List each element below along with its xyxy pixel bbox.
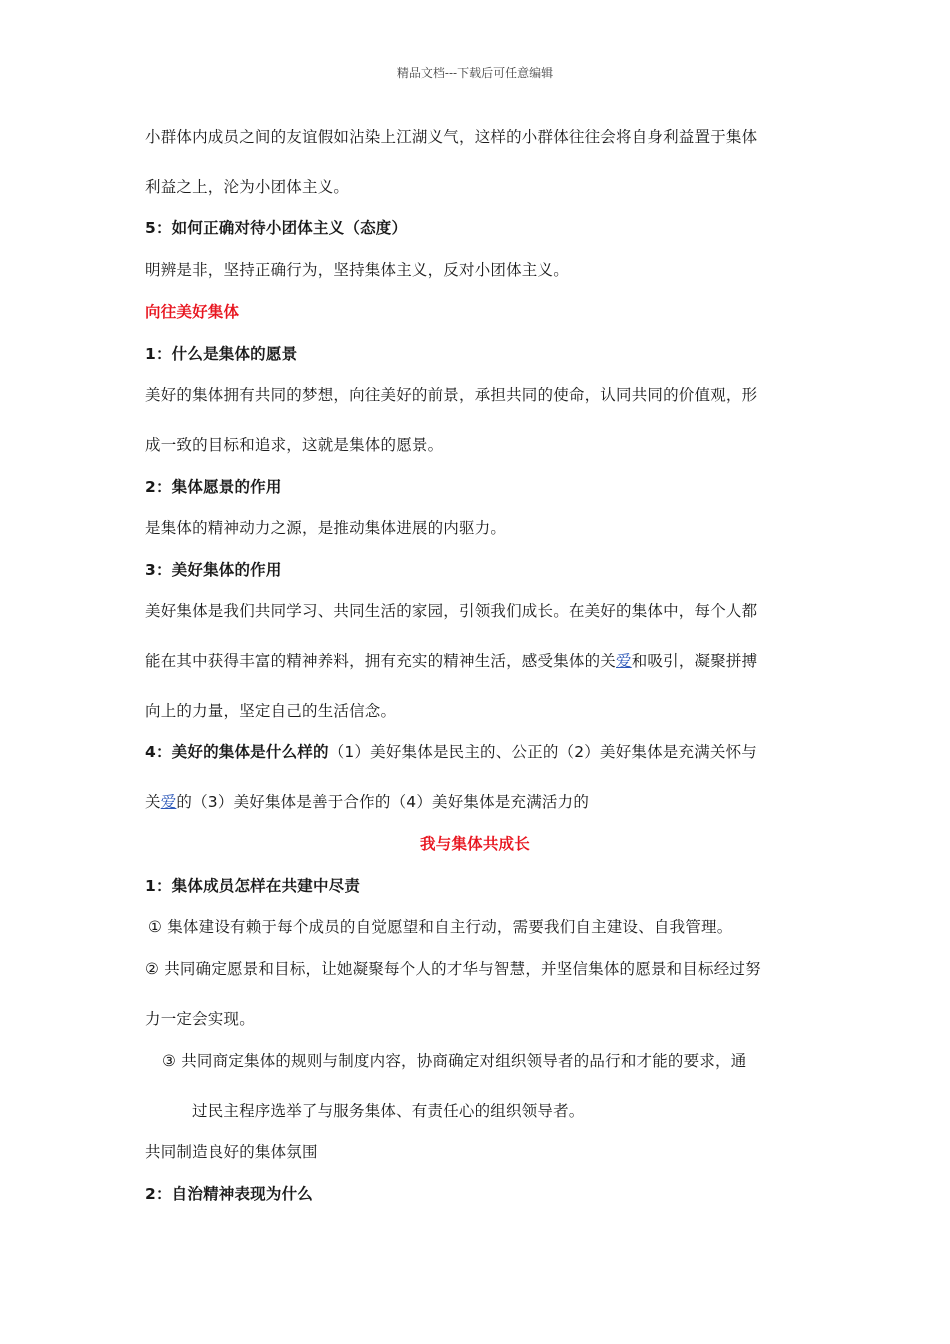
text-span: 关 bbox=[145, 793, 161, 811]
question-heading: 5：如何正确对待小团体主义（态度） bbox=[145, 219, 408, 237]
paragraph-line: 美好的集体拥有共同的梦想，向往美好的前景，承担共同的使命，认同共同的价值观，形 bbox=[145, 386, 758, 404]
question-heading: 4：美好的集体是什么样的 bbox=[145, 743, 329, 761]
paragraph-line bbox=[145, 742, 757, 762]
text-span: （1）美好集体是民主的、公正的（2）美好集体是充满关怀与 bbox=[328, 743, 758, 761]
paragraph-line: 美好集体是我们共同学习、共同生活的家园，引领我们成长。在美好的集体中，每个人都 bbox=[145, 602, 758, 620]
paragraph-line: 利益之上，沦为小团体主义。 bbox=[145, 178, 350, 196]
text-span: 和吸引，凝聚拼搏 bbox=[631, 652, 758, 670]
list-item: ③ 共同商定集体的规则与制度内容，协商确定对组织领导者的品行和才能的要求，通 bbox=[162, 1052, 747, 1070]
text-span: 的（3）美好集体是善于合作的（4）美好集体是充满活力的 bbox=[176, 793, 590, 811]
paragraph-line bbox=[145, 651, 757, 671]
question-heading: 1：集体成员怎样在共建中尽责 bbox=[145, 877, 361, 895]
question-heading: 2：集体愿景的作用 bbox=[145, 478, 282, 496]
paragraph-line bbox=[145, 792, 589, 812]
list-item: ② 共同确定愿景和目标，让她凝聚每个人的才华与智慧，并坚信集体的愿景和目标经过努 bbox=[145, 960, 761, 978]
page-header: 精品文档---下载后可任意编辑 bbox=[396, 66, 554, 80]
question-heading: 3：美好集体的作用 bbox=[145, 561, 282, 579]
text-span: 能在其中获得丰富的精神养料，拥有充实的精神生活，感受集体的关 bbox=[145, 652, 617, 670]
paragraph-line: 力一定会实现。 bbox=[145, 1010, 255, 1028]
paragraph-line: 成一致的目标和追求，这就是集体的愿景。 bbox=[145, 436, 444, 454]
paragraph-line: 小群体内成员之间的友谊假如沾染上江湖义气，这样的小群体往往会将自身利益置于集体 bbox=[145, 128, 758, 146]
inline-link[interactable]: 爱 bbox=[160, 793, 177, 811]
paragraph-line: 过民主程序选举了与服务集体、有责任心的组织领导者。 bbox=[192, 1102, 585, 1120]
paragraph-line: 共同制造良好的集体氛围 bbox=[145, 1143, 318, 1161]
question-heading: 1：什么是集体的愿景 bbox=[145, 345, 298, 363]
list-item: ① 集体建设有赖于每个成员的自觉愿望和自主行动，需要我们自主建设、自我管理。 bbox=[148, 918, 733, 936]
paragraph-line: 明辨是非，坚持正确行为，坚持集体主义，反对小团体主义。 bbox=[145, 261, 569, 279]
inline-link[interactable]: 爱 bbox=[616, 652, 632, 670]
paragraph-line: 是集体的精神动力之源，是推动集体进展的内驱力。 bbox=[145, 519, 507, 537]
section-heading: 向往美好集体 bbox=[145, 303, 240, 321]
question-heading: 2：自治精神表现为什么 bbox=[145, 1185, 313, 1203]
paragraph-line: 向上的力量，坚定自己的生活信念。 bbox=[145, 702, 397, 720]
section-heading: 我与集体共成长 bbox=[420, 835, 530, 853]
